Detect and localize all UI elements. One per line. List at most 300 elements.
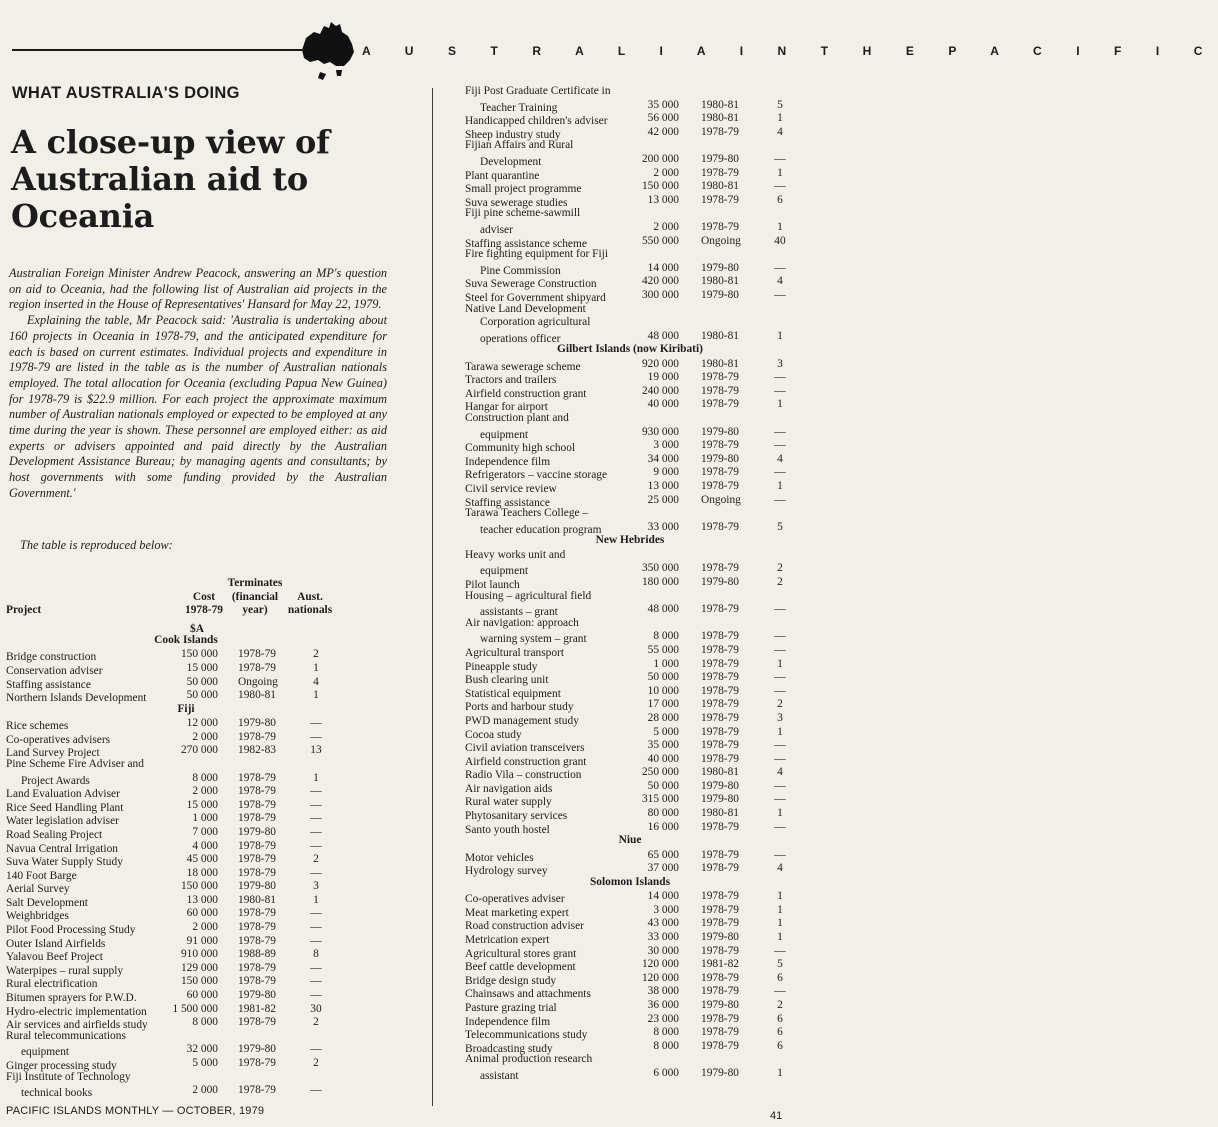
table-row [465,385,795,399]
header-currency: $A [190,623,204,635]
terminates-cell: 1978-79 [238,934,276,947]
project-name: Chainsaws and attachments [465,988,591,1001]
australia-map-icon [296,18,362,80]
nationals-cell: 3 [777,357,783,370]
table-row [465,1026,795,1040]
cost-cell: 15 000 [186,661,218,674]
cost-cell: 420 000 [641,275,679,288]
terminates-cell: 1979-80 [238,880,276,893]
cost-cell: 30 000 [647,944,679,957]
terminates-cell: 1979-80 [701,575,739,588]
terminates-cell: 1978-79 [238,661,276,674]
terminates-cell: 1980-81 [701,807,739,820]
project-name: Phytosanitary services [465,810,568,823]
cost-cell: 8 000 [192,771,218,784]
project-name: Small project programme [465,183,582,196]
cost-cell: 920 000 [641,357,679,370]
table-row [6,689,336,703]
cost-cell: 10 000 [647,684,679,697]
cost-cell: 40 000 [647,752,679,765]
nationals-cell: — [774,643,786,656]
terminates-cell: 1979-80 [701,779,739,792]
cost-cell: 34 000 [647,452,679,465]
table-row [6,785,336,799]
cost-cell: 2 000 [192,785,218,798]
section-heading: Gilbert Islands (now Kiribati) [557,343,703,356]
cost-cell: 60 000 [186,989,218,1002]
nationals-cell: 6 [777,1026,783,1039]
table-row [465,671,795,685]
nationals-cell: 1 [777,480,783,493]
project-name: Independence film [465,455,551,468]
cost-cell: 40 000 [647,398,679,411]
table-row [6,1057,336,1071]
cost-cell: 42 000 [647,125,679,138]
cost-cell: 8 000 [653,1026,679,1039]
terminates-cell: Ongoing [238,675,278,688]
cost-cell: 65 000 [647,848,679,861]
nationals-cell: — [774,493,786,506]
cost-cell: 350 000 [641,562,679,575]
article-kicker: WHAT AUSTRALIA'S DOING [12,84,240,102]
terminates-cell: 1978-79 [701,739,739,752]
terminates-cell: 1978-79 [701,630,739,643]
section-heading: Solomon Islands [589,875,671,888]
aid-table-right [465,85,795,1081]
project-name: Ports and harbour study [465,701,574,714]
table-row [465,248,795,275]
terminates-cell: 1978-79 [701,820,739,833]
cost-cell: 25 000 [647,493,679,506]
terminates-cell: 1980-81 [701,112,739,125]
project-name: Yalavou Beef Project [6,951,103,964]
cost-cell: 19 000 [647,371,679,384]
table-row [465,398,795,412]
project-name: Air navigation aids [465,782,553,795]
nationals-cell: 2 [777,575,783,588]
terminates-cell: 1988-89 [238,948,276,961]
nationals-cell: 1 [777,1066,783,1079]
project-name: Suva Water Supply Study [6,856,123,869]
cost-cell: 1 000 [192,812,218,825]
table-row [465,235,795,249]
table-row [465,358,795,372]
terminates-cell: 1979-80 [238,717,276,730]
table-row [465,303,795,344]
project-name: Rice schemes [6,720,69,733]
terminates-cell: 1980-81 [701,275,739,288]
nationals-cell: — [310,934,322,947]
project-name: Cocoa study [465,728,522,741]
project-name: Animal production research assistant [465,1053,593,1082]
terminates-cell: 1978-79 [701,711,739,724]
terminates-cell: 1978-79 [238,866,276,879]
table-note: The table is reproduced below: [20,538,173,552]
project-name: Pilot launch [465,578,520,591]
project-name: Hydro-electric implementation [6,1005,147,1018]
project-name: Weighbridges [6,910,69,923]
nationals-cell: — [774,439,786,452]
table-row [465,766,795,780]
project-name: Pineapple study [465,660,538,673]
header-rule [12,49,302,51]
terminates-cell: 1979-80 [701,288,739,301]
cost-cell: 32 000 [186,1043,218,1056]
table-row [465,412,795,439]
terminates-cell: 1978-79 [701,917,739,930]
cost-cell: 550 000 [641,234,679,247]
nationals-cell: — [310,989,322,1002]
cost-cell: 129 000 [180,961,218,974]
project-name: Rural telecommunications equipment [6,1029,126,1059]
terminates-cell: 1979-80 [701,425,739,438]
nationals-cell: 4 [777,275,783,288]
table-row [465,985,795,999]
table-row [6,867,336,881]
project-name: Air navigation: approach warning system – grant [465,616,587,646]
terminates-cell: Ongoing [701,234,741,247]
table-row [6,840,336,854]
table-row [465,480,795,494]
table-row [6,880,336,894]
table-row [6,921,336,935]
terminates-cell: 1980-81 [238,893,276,906]
terminates-cell: 1978-79 [701,398,739,411]
project-name: Community high school [465,442,576,455]
project-name: Conservation adviser [6,664,103,677]
project-name: Agricultural stores grant [465,947,577,960]
cost-cell: 5 000 [653,725,679,738]
cost-cell: 3 000 [653,903,679,916]
section-heading: Cook Islands [154,634,218,646]
terminates-cell: 1978-79 [238,975,276,988]
cost-cell: 270 000 [180,744,218,757]
table-row [6,907,336,921]
terminates-cell: 1978-79 [701,725,739,738]
project-name: Pine Scheme Fire Adviser and Project Awards [6,757,144,787]
terminates-cell: 1982-83 [238,744,276,757]
project-name: Civil service review [465,483,557,496]
nationals-cell: — [774,985,786,998]
cost-cell: 250 000 [641,766,679,779]
project-name: Bitumen sprayers for P.W.D. [6,992,137,1005]
cost-cell: 50 000 [186,689,218,702]
terminates-cell: 1978-79 [701,520,739,533]
cost-cell: 45 000 [186,853,218,866]
table-row [6,1003,336,1017]
project-name: Tractors and trailers [465,374,557,387]
section-heading: New Hebrides [595,534,665,547]
nationals-cell: 1 [313,771,319,784]
cost-cell: 14 000 [647,890,679,903]
project-name: Ginger processing study [6,1060,117,1072]
cost-cell: 13 000 [186,893,218,906]
terminates-cell: 1979-80 [701,793,739,806]
table-row [465,917,795,931]
terminates-cell: 1979-80 [238,989,276,1002]
cost-cell: 48 000 [647,329,679,342]
project-name: Co-operatives adviser [465,893,565,906]
table-row [465,712,795,726]
terminates-cell: 1978-79 [238,853,276,866]
project-name: Beef cattle development [465,961,576,974]
table-row [465,112,795,126]
terminates-cell: 1978-79 [701,1026,739,1039]
table-row [465,945,795,959]
cost-cell: 120 000 [641,971,679,984]
terminates-cell: 1978-79 [238,961,276,974]
terminates-cell: 1978-79 [701,848,739,861]
project-name: Rural electrification [6,978,98,991]
table-row [6,758,336,785]
table-row [6,648,336,662]
project-name: Rice Seed Handling Plant [6,801,124,814]
nationals-cell: — [774,820,786,833]
nationals-cell: 4 [777,452,783,465]
cost-cell: 1 000 [653,657,679,670]
table-row [6,744,336,758]
cost-cell: 180 000 [641,575,679,588]
cost-cell: 15 000 [186,798,218,811]
nationals-cell: — [310,1084,322,1097]
section-title: A U S T R A L I A I N T H E P A C I F I C [362,44,1218,58]
table-row [465,289,795,303]
table-row [465,931,795,945]
table-row [465,453,795,467]
project-name: Air services and airfields study [6,1019,148,1032]
terminates-cell: 1978-79 [238,907,276,920]
table-header [6,577,336,619]
nationals-cell: 1 [777,917,783,930]
terminates-cell: 1978-79 [701,603,739,616]
terminates-cell: 1979-80 [238,1043,276,1056]
table-row [465,862,795,876]
cost-cell: 7 000 [192,825,218,838]
nationals-cell: 4 [777,766,783,779]
project-name: Motor vehicles [465,851,534,864]
article-intro [9,266,387,502]
nationals-cell: — [310,839,322,852]
nationals-cell: — [774,603,786,616]
cost-cell: 50 000 [186,675,218,688]
table-row [6,894,336,908]
terminates-cell: 1980-81 [701,180,739,193]
project-name: Airfield construction grant [465,755,587,768]
project-name: Navua Central Irrigation [6,842,118,855]
cost-cell: 38 000 [647,985,679,998]
nationals-cell: — [310,921,322,934]
table-row [465,753,795,767]
table-row [465,494,795,508]
nationals-cell: — [774,848,786,861]
table-row [465,904,795,918]
table-row [6,717,336,731]
project-name: Independence film [465,1015,551,1028]
column-divider [432,88,433,1106]
cost-cell: 240 000 [641,384,679,397]
terminates-cell: 1978-79 [701,698,739,711]
terminates-cell: Ongoing [701,493,741,506]
project-name: Statistical equipment [465,687,561,700]
terminates-cell: 1978-79 [701,466,739,479]
cost-cell: 50 000 [647,671,679,684]
table-row [465,644,795,658]
project-name: Road Sealing Project [6,828,103,841]
nationals-cell: 1 [313,689,319,702]
aid-table-left [6,634,336,1098]
terminates-cell: 1979-80 [238,825,276,838]
nationals-cell: 1 [777,903,783,916]
table-row [465,590,795,617]
cost-cell: 5 000 [192,1057,218,1069]
page-header [0,0,1218,90]
project-name: Bush clearing unit [465,674,549,687]
nationals-cell: 4 [777,125,783,138]
cost-cell: 33 000 [647,931,679,944]
cost-cell: 150 000 [641,180,679,193]
nationals-cell: — [310,717,322,730]
cost-cell: 55 000 [647,643,679,656]
project-name: Construction plant and equipment [465,412,569,441]
project-name: Tarawa Teachers College – teacher education program [465,507,602,536]
terminates-cell: 1978-79 [701,193,739,206]
nationals-cell: 1 [313,893,319,906]
terminates-cell: 1978-79 [238,1057,276,1069]
cost-cell: 48 000 [647,603,679,616]
nationals-cell: — [774,944,786,957]
cost-cell: 2 000 [192,1084,218,1097]
table-row [6,948,336,962]
project-name: Plant quarantine [465,169,540,182]
nationals-cell: 1 [777,220,783,233]
terminates-cell: 1978-79 [701,166,739,179]
table-row [465,698,795,712]
terminates-cell: 1978-79 [701,384,739,397]
terminates-cell: 1978-79 [701,752,739,765]
nationals-cell: 2 [777,698,783,711]
project-name: Broadcasting study [465,1042,553,1055]
nationals-cell: — [310,1043,322,1056]
table-row [465,821,795,835]
project-name: Telecommunications study [465,1029,588,1042]
table-row [465,576,795,590]
terminates-cell: 1978-79 [701,903,739,916]
terminates-cell: 1981-82 [701,958,739,971]
cost-cell: 4 000 [192,839,218,852]
nationals-cell: — [310,785,322,798]
nationals-cell: 5 [777,98,783,111]
terminates-cell: 1978-79 [701,671,739,684]
project-name: Fijian Affairs and Rural Development [465,139,574,168]
terminates-cell: 1978-79 [701,657,739,670]
cost-cell: 120 000 [641,958,679,971]
cost-cell: 17 000 [647,698,679,711]
terminates-cell: 1978-79 [701,1012,739,1025]
terminates-cell: 1979-80 [701,152,739,165]
table-row [465,194,795,208]
nationals-cell: 4 [313,675,319,688]
nationals-cell: 13 [310,744,322,757]
cost-cell: 43 000 [647,917,679,930]
table-row [465,549,795,576]
project-name: Waterpipes – rural supply [6,964,124,977]
table-row [465,371,795,385]
table-row [465,658,795,672]
section-heading: Niue [618,834,642,847]
terminates-cell: 1978-79 [701,890,739,903]
cost-cell: 8 000 [653,1039,679,1052]
project-name: Sheep industry study [465,128,561,141]
table-row [465,466,795,480]
project-name: Bridge design study [465,974,557,987]
project-name: Hydrology survey [465,865,548,878]
cost-cell: 91 000 [186,934,218,947]
cost-cell: 8 000 [653,630,679,643]
table-row [465,958,795,972]
nationals-cell: 2 [313,853,319,866]
terminates-cell: 1979-80 [701,931,739,944]
cost-cell: 16 000 [647,820,679,833]
terminates-cell: 1980-81 [701,98,739,111]
nationals-cell: 1 [777,890,783,903]
nationals-cell: — [310,866,322,879]
nationals-cell: — [774,152,786,165]
nationals-cell: 1 [777,329,783,342]
table-row [6,662,336,676]
terminates-cell: 1979-80 [701,452,739,465]
nationals-cell: — [310,907,322,920]
project-name: Heavy works unit and equipment [465,548,566,578]
cost-cell: 37 000 [647,862,679,875]
cost-cell: 6 000 [653,1066,679,1079]
cost-cell: 9 000 [653,466,679,479]
table-row [6,826,336,840]
project-name: Aerial Survey [6,883,70,896]
project-name: Outer Island Airfields [6,937,106,950]
header-nationals: Aust. nationals [287,590,333,617]
nationals-cell: 2 [313,1057,319,1069]
table-row [465,1013,795,1027]
project-name: Fiji pine scheme-sawmill adviser [465,207,581,236]
terminates-cell: 1978-79 [238,1016,276,1029]
cost-cell: 930 000 [641,425,679,438]
nationals-cell: — [774,466,786,479]
nationals-cell: 1 [777,725,783,738]
nationals-cell: 40 [774,234,786,247]
table-row [6,676,336,690]
table-row [465,849,795,863]
nationals-cell: 3 [777,711,783,724]
project-name: Santo youth hostel [465,823,550,836]
project-name: Airfield construction grant [465,387,587,400]
cost-cell: 3 000 [653,439,679,452]
terminates-cell: 1978-79 [701,439,739,452]
cost-cell: 315 000 [641,793,679,806]
project-name: Civil aviation transceivers [465,742,585,755]
project-name: Rural water supply [465,796,552,809]
table-row [6,1071,336,1098]
project-name: Refrigerators – vaccine storage [465,469,607,482]
terminates-cell: 1978-79 [701,944,739,957]
table-row [6,975,336,989]
terminates-cell: 1978-79 [238,771,276,784]
header-project: Project [6,604,42,617]
nationals-cell: — [774,288,786,301]
project-name: Pasture grazing trial [465,1001,557,1014]
table-row [465,807,795,821]
cost-cell: 13 000 [647,193,679,206]
table-row [6,1016,336,1030]
